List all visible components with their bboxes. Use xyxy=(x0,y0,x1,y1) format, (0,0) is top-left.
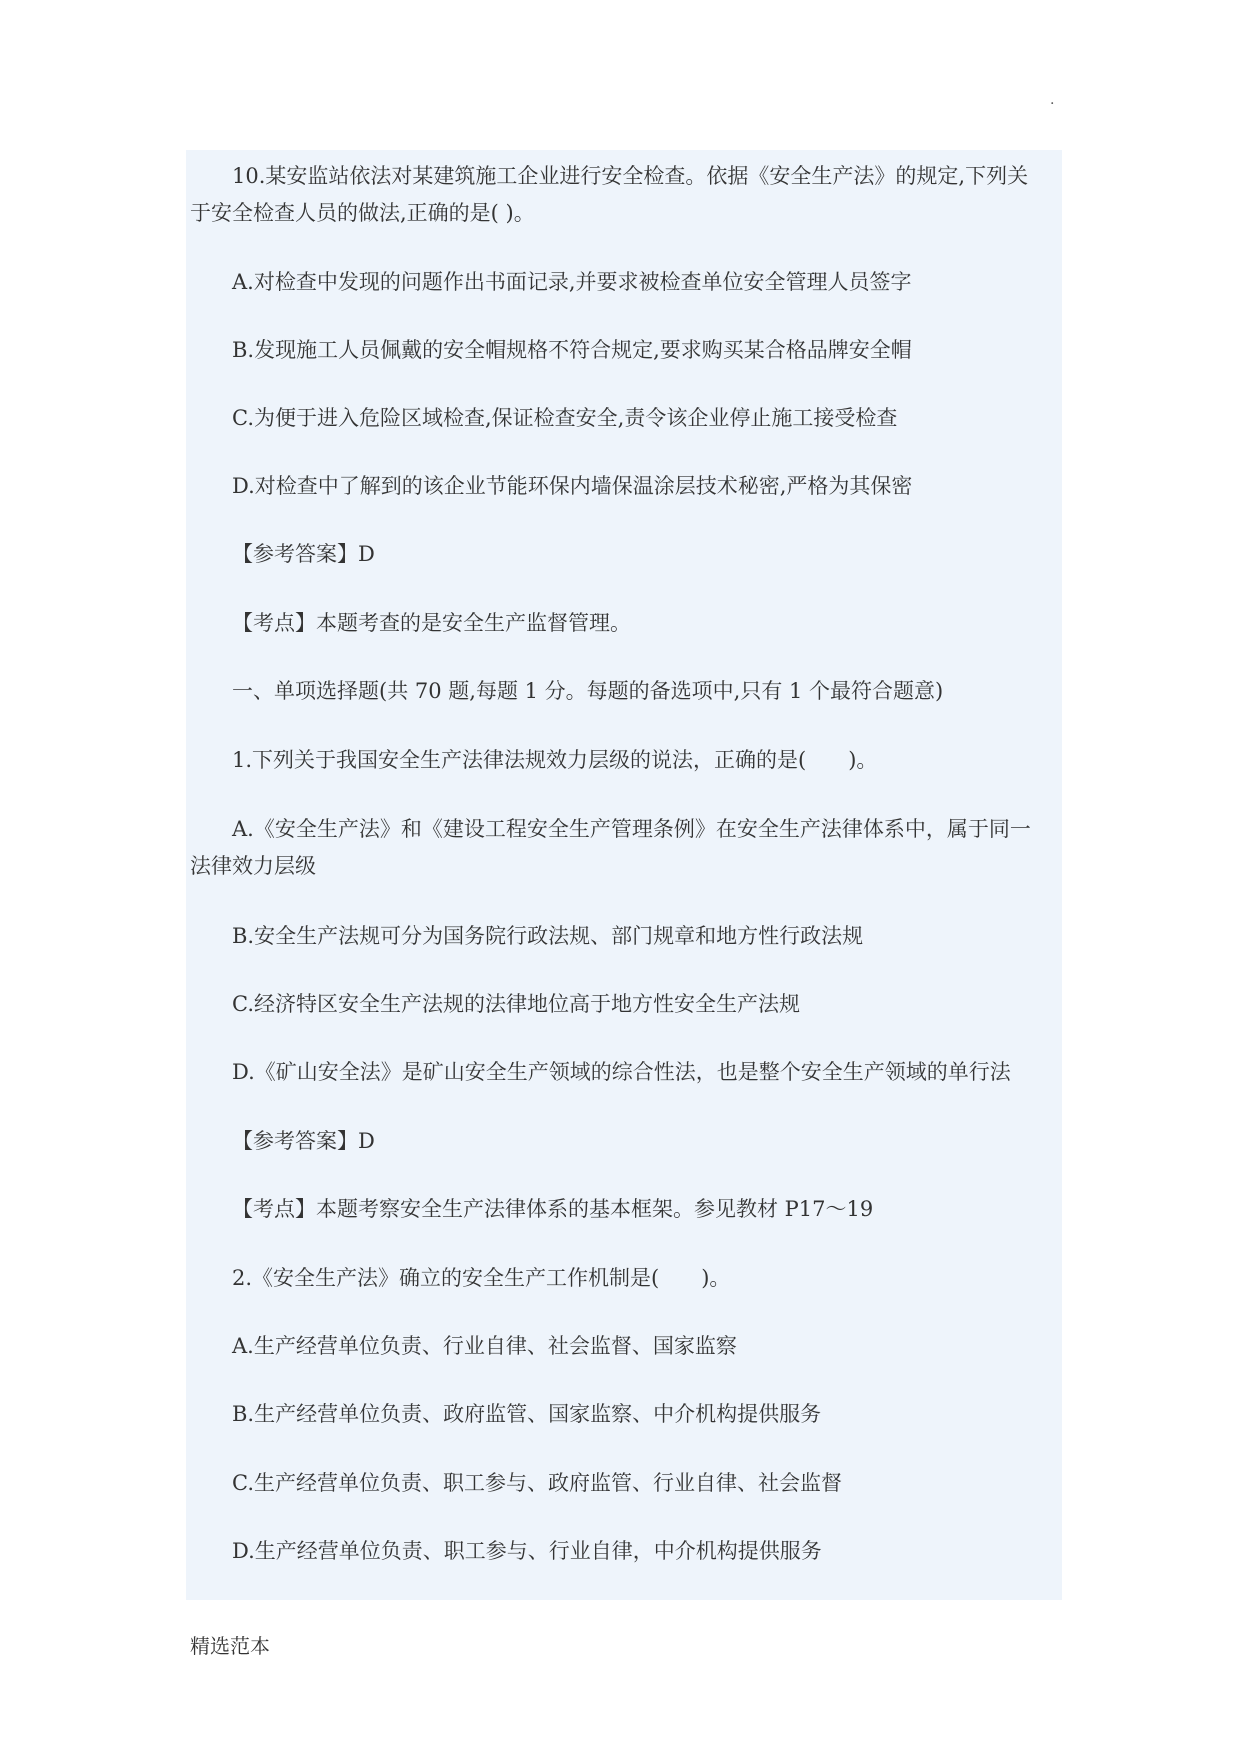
content-panel xyxy=(186,150,1062,1600)
q10-point: 【考点】本题考查的是安全生产监督管理。 xyxy=(232,611,631,635)
q2-option-b: B.生产经营单位负责、政府监管、国家监察、中介机构提供服务 xyxy=(232,1402,822,1426)
q2-stem: 2.《安全生产法》确立的安全生产工作机制是( )。 xyxy=(232,1266,731,1290)
q10-stem-line2: 于安全检查人员的做法,正确的是( )。 xyxy=(190,201,535,225)
q2-option-c: C.生产经营单位负责、职工参与、政府监管、行业自律、社会监督 xyxy=(232,1471,842,1495)
corner-mark: . xyxy=(1050,92,1055,108)
q10-option-c: C.为便于进入危险区域检查,保证检查安全,责令该企业停止施工接受检查 xyxy=(232,406,898,430)
q1-option-b: B.安全生产法规可分为国务院行政法规、部门规章和地方性行政法规 xyxy=(232,924,864,948)
section-heading: 一、单项选择题(共 70 题,每题 1 分。每题的备选项中,只有 1 个最符合题意) xyxy=(232,679,944,703)
q2-option-d: D.生产经营单位负责、职工参与、行业自律，中介机构提供服务 xyxy=(232,1539,822,1563)
footer-text: 精选范本 xyxy=(190,1634,270,1658)
q10-option-d: D.对检查中了解到的该企业节能环保内墙保温涂层技术秘密,严格为其保密 xyxy=(232,474,913,498)
q1-answer: 【参考答案】D xyxy=(232,1129,375,1153)
q1-point: 【考点】本题考察安全生产法律体系的基本框架。参见教材 P17～19 xyxy=(232,1197,874,1221)
q10-answer: 【参考答案】D xyxy=(232,542,375,566)
q1-option-a-line1: A.《安全生产法》和《建设工程安全生产管理条例》在安全生产法律体系中，属于同一 xyxy=(232,817,1031,841)
q1-option-c: C.经济特区安全生产法规的法律地位高于地方性安全生产法规 xyxy=(232,992,800,1016)
q10-stem-line1: 10.某安监站依法对某建筑施工企业进行安全检查。依据《安全生产法》的规定,下列关 xyxy=(232,164,1029,188)
q1-option-a-line2: 法律效力层级 xyxy=(190,854,316,878)
q1-stem: 1.下列关于我国安全生产法律法规效力层级的说法，正确的是( )。 xyxy=(232,748,878,772)
q10-option-b: B.发现施工人员佩戴的安全帽规格不符合规定,要求购买某合格品牌安全帽 xyxy=(232,338,912,362)
q1-option-d: D.《矿山安全法》是矿山安全生产领域的综合性法，也是整个安全生产领域的单行法 xyxy=(232,1060,1011,1084)
q10-option-a: A.对检查中发现的问题作出书面记录,并要求被检查单位安全管理人员签字 xyxy=(232,270,912,294)
q2-option-a: A.生产经营单位负责、行业自律、社会监督、国家监察 xyxy=(232,1334,737,1358)
